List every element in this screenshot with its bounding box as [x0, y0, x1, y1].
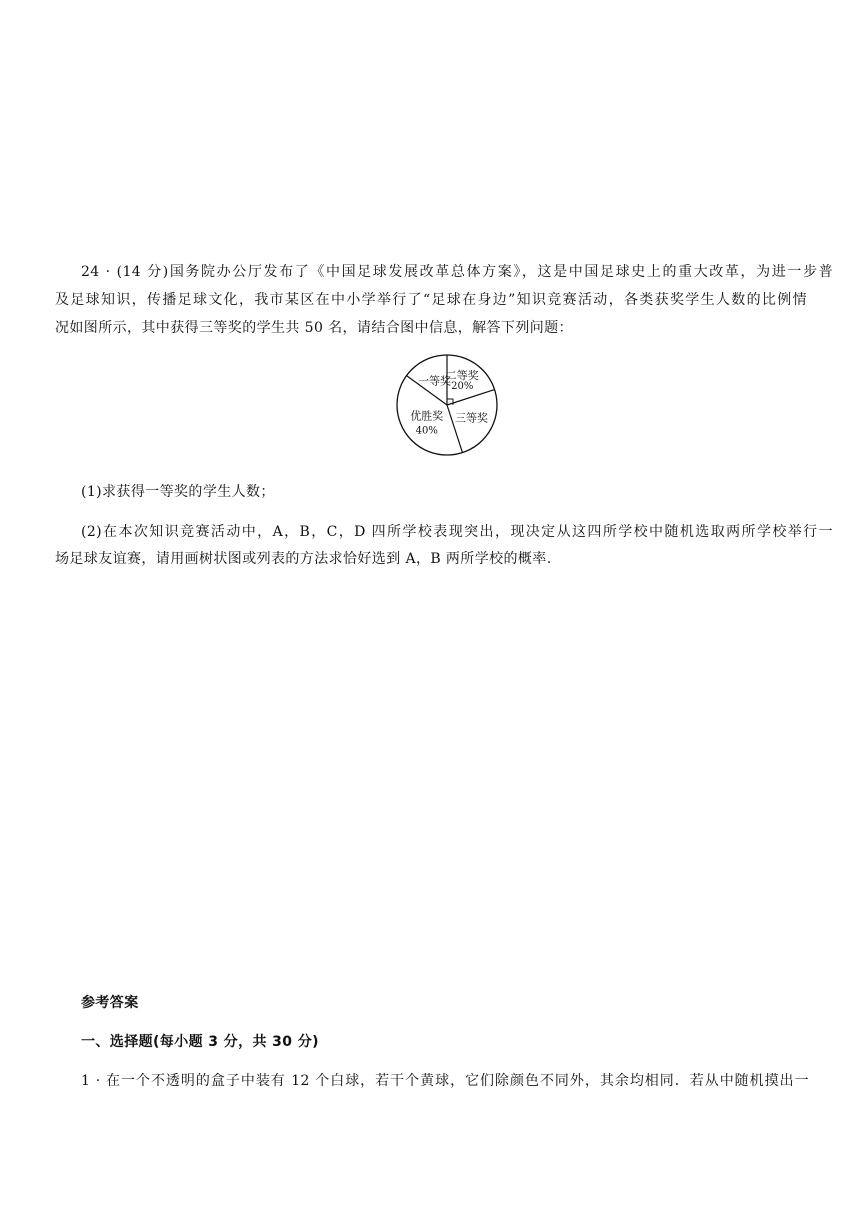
sub-question-2-line-1: (2)在本次知识竞赛活动中，A，B，C，D 四所学校表现突出，现决定从这四所学校中随机选取两所学校举行一	[81, 524, 833, 540]
pie-slice-label: 二等奖	[445, 368, 479, 382]
sub-question-1: (1)求获得一等奖的学生人数；	[81, 484, 275, 500]
answers-heading: 参考答案	[81, 995, 139, 1011]
pie-slice-label: 一等奖	[418, 374, 452, 388]
pie-slice-label: 三等奖	[455, 411, 489, 425]
question-24-line-3: 况如图所示，其中获得三等奖的学生共 50 名，请结合图中信息，解答下列问题：	[55, 320, 573, 336]
question-24-line-2: 及足球知识，传播足球文化，我市某区在中小学举行了“足球在身边”知识竞赛活动，各类获奖学生人数的比例情	[55, 292, 807, 308]
answer-question-1: 1 · 在一个不透明的盒子中装有 12 个白球，若干个黄球，它们除颜色不同外，其余均相同．若从中随机摸出一	[81, 1073, 809, 1089]
pie-slice-value-label: 40%	[415, 425, 438, 437]
pie-chart-svg	[390, 352, 502, 460]
question-24-line-1: 24 · (14 分)国务院办公厅发布了《中国足球发展改革总体方案》，这是中国足球史上的重大改革，为进一步普	[81, 264, 833, 280]
pie-chart	[390, 352, 502, 460]
pie-slice-value-label: 20%	[451, 380, 474, 392]
pie-slice-label: 优胜奖	[410, 409, 444, 423]
section-heading-choice: 一、选择题(每小题 3 分，共 30 分)	[81, 1034, 319, 1050]
sub-question-2-line-2: 场足球友谊赛，请用画树状图或列表的方法求恰好选到 A，B 两所学校的概率.	[55, 551, 552, 567]
